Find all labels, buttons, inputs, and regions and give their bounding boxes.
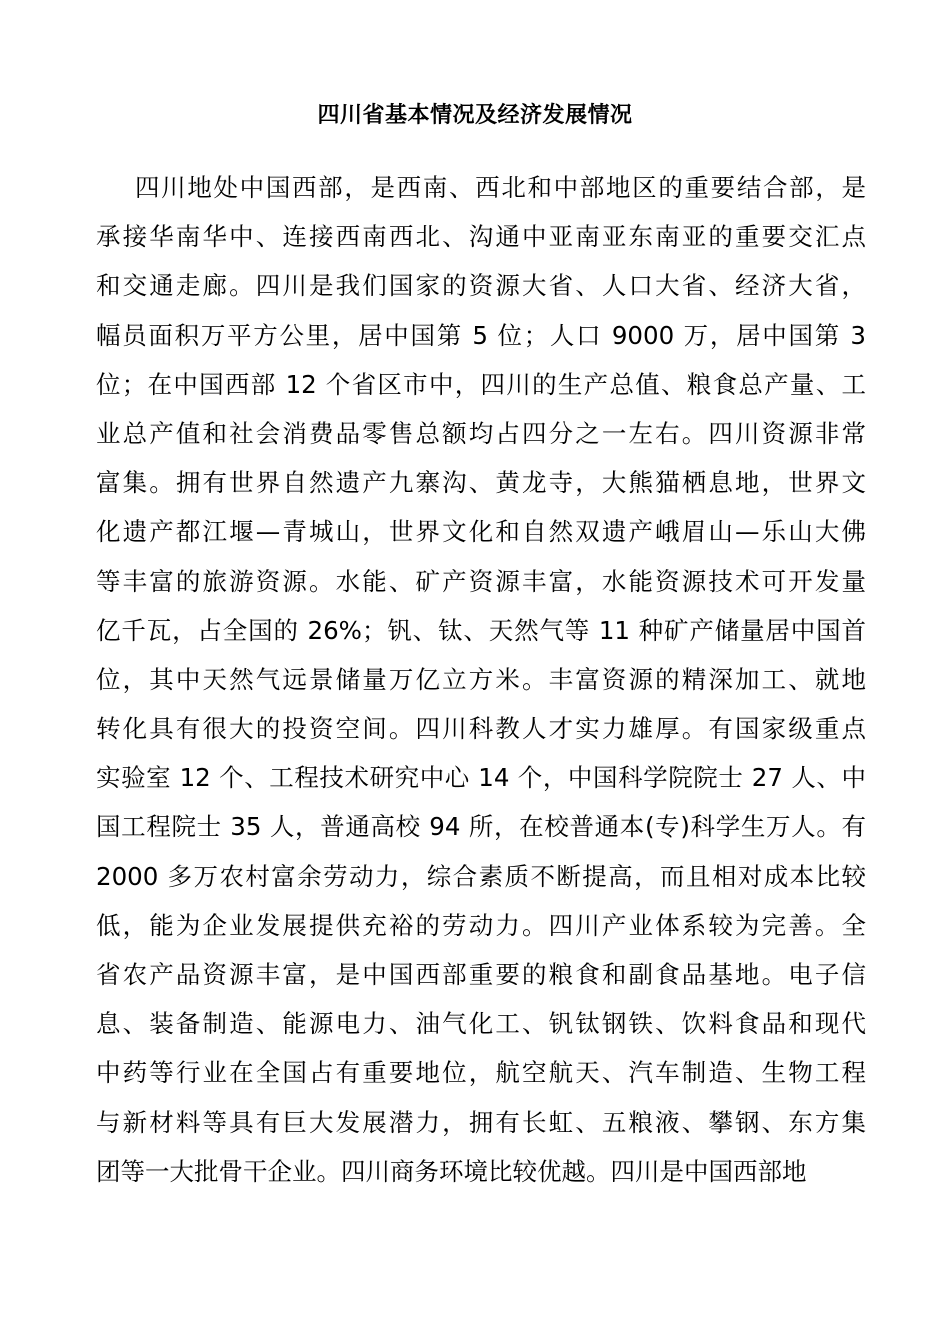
- paragraph-line: 中药等行业在全国占有重要地位，航空航天、汽车制造、生物工程: [96, 1058, 866, 1088]
- paragraph-line: 实验室 12 个、工程技术研究中心 14 个，中国科学院院士 27 人、中: [96, 763, 866, 793]
- paragraph-line: 息、装备制造、能源电力、油气化工、钒钛钢铁、饮料食品和现代: [96, 1009, 866, 1039]
- paragraph-line: 2000 多万农村富余劳动力，综合素质不断提高，而且相对成本比较: [96, 861, 866, 891]
- paragraph-line: 等丰富的旅游资源。水能、矿产资源丰富，水能资源技术可开发量: [96, 566, 866, 596]
- body-paragraph: [96, 168, 866, 1201]
- paragraph-line: 省农产品资源丰富，是中国西部重要的粮食和副食品基地。电子信: [96, 960, 866, 989]
- document-title: 四川省基本情况及经济发展情况: [317, 103, 633, 128]
- paragraph-line: 低，能为企业发展提供充裕的劳动力。四川产业体系较为完善。全: [96, 910, 866, 940]
- paragraph-line: 承接华南华中、连接西南西北、沟通中亚南亚东南亚的重要交汇点: [96, 222, 866, 252]
- paragraph-line: 国工程院士 35 人，普通高校 94 所，在校普通本(专)科学生万人。有: [96, 812, 866, 842]
- paragraph-line: 位，其中天然气远景储量万亿立方米。丰富资源的精深加工、就地: [96, 664, 866, 694]
- paragraph-line: 和交通走廊。四川是我们国家的资源大省、人口大省、经济大省，: [96, 271, 866, 301]
- paragraph-line: 亿千瓦，占全国的 26%；钒、钛、天然气等 11 种矿产储量居中国首: [96, 615, 866, 645]
- paragraph-line: 化遗产都江堰—青城山，世界文化和自然双遗产峨眉山—乐山大佛: [96, 517, 866, 547]
- paragraph-line: 位；在中国西部 12 个省区市中，四川的生产总值、粮食总产量、工: [96, 369, 866, 399]
- paragraph-line: 与新材料等具有巨大发展潜力，拥有长虹、五粮液、攀钢、东方集: [96, 1107, 866, 1137]
- paragraph-line: 幅员面积万平方公里，居中国第 5 位；人口 9000 万，居中国第 3: [96, 320, 866, 350]
- paragraph-line: 转化具有很大的投资空间。四川科教人才实力雄厚。有国家级重点: [96, 714, 866, 744]
- paragraph-line: 团等一大批骨干企业。四川商务环境比较优越。四川是中国西部地: [96, 1156, 807, 1186]
- paragraph-line: 富集。拥有世界自然遗产九寨沟、黄龙寺，大熊猫栖息地，世界文: [96, 468, 866, 498]
- paragraph-line: 四川地处中国西部，是西南、西北和中部地区的重要结合部，是: [135, 173, 866, 202]
- paragraph-line: 业总产值和社会消费品零售总额均占四分之一左右。四川资源非常: [96, 418, 866, 448]
